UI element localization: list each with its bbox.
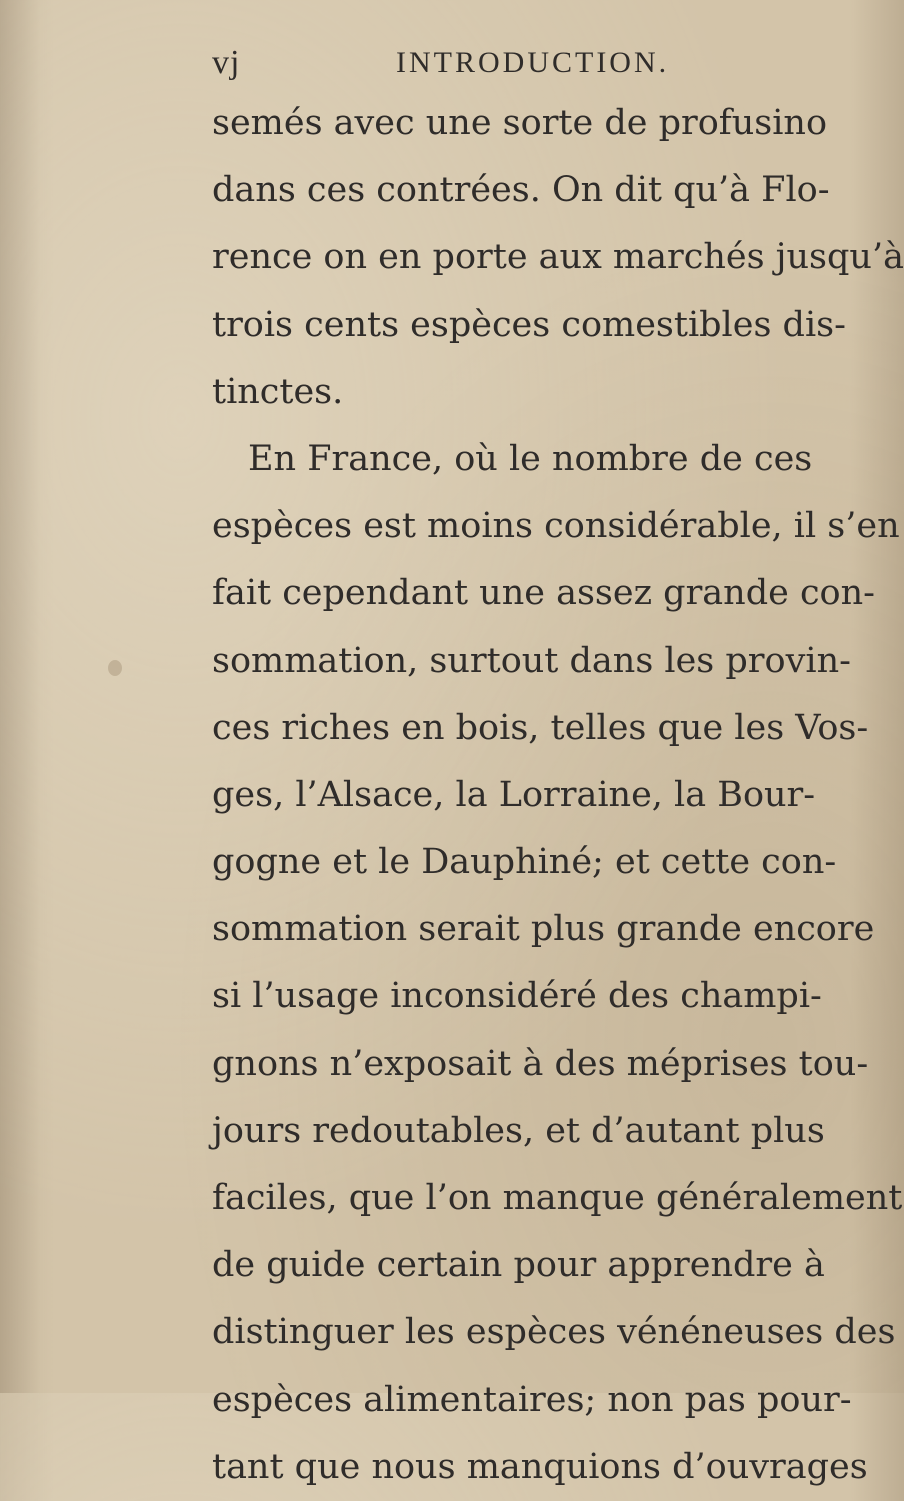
text-line: semés avec une sorte de profusino: [212, 103, 828, 143]
text-line: tant que nous manquions d’ouvrages: [212, 1446, 868, 1487]
page-gutter-shadow: [0, 0, 40, 1393]
text-line: rence on en porte aux marchés jusqu’à: [212, 237, 904, 278]
text-line: si l’usage inconsidéré des champi-: [212, 976, 822, 1017]
page-number: vj: [212, 44, 241, 81]
text-line: distinguer les espèces vénéneuses des: [212, 1312, 896, 1353]
text-line: gnons n’exposait à des méprises tou-: [212, 1043, 869, 1084]
text-line: gogne et le Dauphiné; et cette con-: [212, 842, 837, 883]
text-line: fait cependant une assez grande con-: [212, 573, 876, 614]
text-line: ces riches en bois, telles que les Vos-: [212, 707, 869, 748]
text-line: En France, où le nombre de ces: [248, 438, 813, 479]
text-line: de guide certain pour apprendre à: [212, 1245, 825, 1286]
text-line: tinctes.: [212, 371, 344, 412]
running-head: [212, 38, 732, 88]
text-line: trois cents espèces comestibles dis-: [212, 304, 846, 345]
body-text: [212, 90, 904, 1501]
running-title: INTRODUCTION.: [396, 46, 670, 79]
text-line: jours redoutables, et d’autant plus: [212, 1110, 825, 1151]
paper-stain: [108, 660, 122, 676]
text-line: ges, l’Alsace, la Lorraine, la Bour-: [212, 774, 816, 815]
text-line: faciles, que l’on manque généralement: [212, 1178, 903, 1218]
text-line: espèces alimentaires; non pas pour-: [212, 1379, 852, 1420]
text-line: espèces est moins considérable, il s’en: [212, 506, 900, 547]
text-line: sommation, surtout dans les provin-: [212, 640, 851, 681]
text-line: sommation serait plus grande encore: [212, 909, 875, 950]
text-line: dans ces contrées. On dit qu’à Flo-: [212, 170, 830, 211]
